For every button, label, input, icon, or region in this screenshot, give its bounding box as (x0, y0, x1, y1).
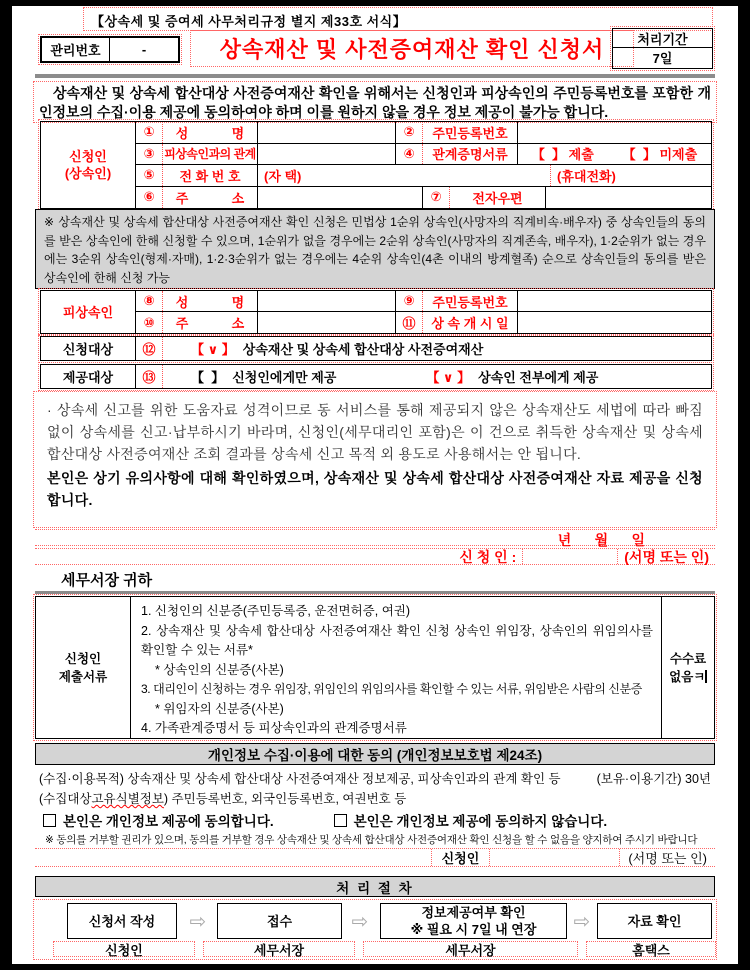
field-no-12: ⑫ (136, 337, 163, 360)
recipient-line: 세무서장 귀하 (61, 572, 153, 589)
process-actor: 홈택스 (586, 941, 716, 957)
resident-id-label: 주민등록번호 (423, 122, 518, 143)
text-cursor (705, 670, 707, 683)
email-label: 전자우편 (450, 187, 546, 208)
applicant-header-line1: 신청인 (69, 149, 107, 164)
provide-option1-text: 신청인에게만 제공 (232, 370, 337, 385)
field-no-13: ⑬ (136, 365, 163, 388)
processing-period-value: 7일 (652, 50, 673, 66)
fee-value-text: 없음ㅋ (669, 669, 706, 684)
fee-cell (662, 597, 714, 738)
applicant-signature-label: 신 청 인 : (459, 548, 517, 565)
consent-notice: 상속재산 및 상속세 합산대상 사전증여재산 확인을 위해서는 신청인과 피상속인의 주민등록번호를 포함한 개인정보의 수집·이용 제공에 동의하여야 하며 이를 원하지 않을 경우 정보 제공이 불가능 합니다. (35, 83, 715, 121)
form-sheet (12, 6, 738, 964)
applicant-row-header (41, 122, 136, 208)
relation-input[interactable] (258, 144, 396, 165)
request-target-text: 상속재산 및 상속세 합산대상 사전증여재산 (242, 342, 484, 357)
documents-row-header (36, 597, 131, 738)
management-number-box (40, 36, 180, 63)
field-no-9: ⑨ (396, 291, 423, 311)
privacy-consent-options (35, 810, 715, 830)
request-target-row (40, 336, 712, 361)
disagree-checkbox[interactable] (334, 814, 347, 827)
management-number-value[interactable]: - (141, 42, 147, 57)
process-actor: 세무서장 (203, 941, 355, 957)
processing-period-label: 처리기간 (613, 29, 712, 48)
processing-period-box (612, 28, 713, 69)
request-target-label: 신청대상 (41, 337, 136, 360)
advisory-section (35, 393, 715, 526)
address-label: 주 소 (163, 187, 258, 208)
provide-option2-text: 상속인 전부에게 제공 (478, 370, 599, 385)
agree-checkbox[interactable] (43, 814, 56, 827)
process-step-title: 정보제공여부 확인 (421, 905, 526, 920)
phone-mobile-field[interactable]: (휴대전화) (557, 168, 616, 184)
advisory-paragraph-2: 본인은 상기 유의사항에 대해 확인하였으며, 상속재산 및 상속세 합산대상 사전증여재산 자료 제공을 신청합니다. (47, 470, 703, 508)
name-label: 성 명 (163, 122, 258, 143)
process-step-title: 접수 (266, 913, 293, 929)
document-item: 1. 신청인의 신분증(주민등록증, 운전면허증, 여권) (141, 604, 411, 618)
flow-arrow-icon: ⇨ (573, 910, 591, 933)
privacy-purpose-line (35, 769, 715, 787)
applicant-row-phone (136, 165, 711, 187)
separator-line-middle (35, 591, 715, 594)
applicant-signature-line (35, 548, 715, 565)
decedent-address-label: 주 소 (163, 312, 258, 333)
fee-label: 수수료 (669, 651, 707, 666)
process-flow (35, 901, 715, 958)
field-no-6: ⑥ (136, 187, 163, 208)
field-no-8: ⑧ (136, 291, 163, 311)
privacy-signature-input[interactable] (489, 849, 619, 866)
privacy-retention: (보유·이용기간) 30년 (596, 772, 711, 786)
document-item: 3. 대리인이 신청하는 경우 위임장, 위임인의 위임의사를 확인할 수 있는 서류, 위임받은 사람의 신분증 (141, 682, 642, 696)
privacy-purpose: (수집·이용목적) 상속재산 및 상속세 합산대상 사전증여재산 정보제공, 피상속인과의 관계 확인 등 (39, 772, 561, 786)
refusal-note: ※ 동의를 거부할 권리가 있으며, 동의를 거부할 경우 상속재산 및 상속세 합산대상 사전증여재산 확인 신청을 할 수 없음을 양지하여 주시기 바랍니다 (45, 834, 698, 846)
process-actor: 세무서장 (363, 941, 578, 957)
privacy-section-header: 개인정보 수집·이용에 대한 동의 (개인정보보호법 제24조) (35, 743, 715, 765)
document-subitem: * 상속인의 신분증(사본) (155, 662, 284, 677)
document-subitem: * 위임자의 신분증(사본) (155, 701, 284, 716)
relation-doc-options[interactable]: 【 】 제출 【 】 미제출 (531, 147, 698, 163)
process-section-header: 처 리 절 차 (35, 876, 715, 897)
decedent-id-label: 주민등록번호 (423, 291, 518, 311)
request-target-option[interactable] (163, 337, 711, 360)
form-reference: 【상속세 및 증여세 사무처리규정 별지 제33호 서식】 (85, 9, 711, 29)
email-input[interactable] (546, 187, 711, 208)
decedent-row-header: 피상속인 (41, 291, 136, 333)
provide-target-label: 제공대상 (41, 365, 136, 388)
process-step-box (217, 903, 342, 939)
decedent-address-input[interactable] (258, 312, 396, 333)
provide-target-row (40, 364, 712, 389)
page-title: 상속재산 및 사전증여재산 확인 신청서 (192, 32, 632, 65)
document-item: 4. 가족관계증명서 등 피상속인과의 관계증명서류 (141, 721, 407, 735)
applicant-row-relation (136, 144, 711, 166)
fee-value (669, 668, 707, 686)
process-step-title: 자료 확인 (627, 913, 682, 929)
privacy-sign-hint: (서명 또는 인) (619, 849, 715, 866)
privacy-signature-row (35, 848, 715, 867)
documents-header-line2: 제출서류 (58, 669, 108, 684)
separator-line-top (35, 74, 715, 78)
process-step-title: 신청서 작성 (88, 913, 156, 929)
checked-box[interactable]: 【 ∨ 】 (191, 342, 235, 357)
field-no-7: ⑦ (423, 187, 450, 208)
applicant-header-line2: (상속인) (64, 166, 112, 181)
relation-doc-label: 관계증명서류 (423, 144, 518, 165)
process-step-note: ※ 필요 시 7일 내 연장 (410, 922, 537, 937)
document-item: 2. 상속재산 및 상속세 합산대상 사전증여재산 확인 신청 상속인 위임장, 상속인의 위임의사를 확인할 수 있는 서류* (141, 623, 653, 657)
decedent-table (40, 290, 712, 334)
inheritance-date-input[interactable] (518, 312, 711, 333)
decedent-row-address (136, 312, 711, 333)
decedent-id-input[interactable] (518, 291, 711, 311)
address-input[interactable] (258, 187, 423, 208)
unchecked-box[interactable]: 【 】 (191, 370, 225, 385)
phone-home-field[interactable]: (자 택) (258, 165, 551, 186)
field-no-10: ⑩ (136, 312, 163, 333)
field-no-11: ⑪ (396, 312, 423, 333)
restriction-note: ※ 상속재산 및 상속세 합산대상 사전증여재산 확인 신청은 민법상 1순위 상속인(사망자의 직계비속·배우자) 중 상속인들의 동의를 받은 상속인에 한해 신청할 수 있으며, 1순위가 없을 경우에는 2순위 상속인(사망자의 직계존속, 배우자), 1·2순위가 없는 경우에는 3순위 상속인(형제·자매), 1·2·3순위가 없는 경우에는 4순위 상속인(4촌 이내의 방계혈족) 순으로 상속인들의 동의를 받은 상속인에 한해 신청 가능 (35, 209, 715, 289)
relation-label: 피상속인과의 관계 (163, 144, 258, 165)
field-no-5: ⑤ (136, 165, 163, 186)
applicant-row-address (136, 187, 711, 208)
applicant-table (40, 121, 712, 209)
flow-arrow-icon: ⇨ (351, 910, 369, 933)
privacy-target-suffix: ) 주민등록번호, 외국인등록번호, 여권번호 등 (163, 792, 407, 806)
resident-id-input[interactable] (518, 122, 711, 143)
process-step-box (597, 903, 712, 939)
privacy-target-term: 고유식별정보 (91, 792, 164, 806)
field-no-4: ④ (396, 144, 423, 165)
field-no-1: ① (136, 122, 163, 143)
privacy-target-line (35, 789, 715, 807)
date-line[interactable]: 년 월 일 (35, 529, 715, 546)
documents-list (131, 597, 662, 738)
agree-text: 본인은 개인정보 제공에 동의합니다. (63, 814, 274, 829)
documents-header-line1: 신청인 (64, 651, 102, 666)
phone-label: 전 화 번 호 (163, 165, 258, 186)
provide-target-options (163, 365, 711, 388)
decedent-row-name (136, 291, 711, 312)
inheritance-date-label: 상 속 개 시 일 (423, 312, 518, 333)
checked-box[interactable]: 【 ∨ 】 (426, 370, 471, 385)
documents-table (35, 596, 715, 739)
applicant-row-name (136, 122, 711, 144)
signature-input[interactable] (522, 549, 617, 564)
field-no-3: ③ (136, 144, 163, 165)
flow-arrow-icon: ⇨ (189, 910, 207, 933)
name-input[interactable] (258, 122, 396, 143)
sign-or-seal-hint: (서명 또는 인) (617, 549, 715, 564)
decedent-name-input[interactable] (258, 291, 396, 311)
process-step-box (380, 903, 567, 939)
field-no-2: ② (396, 122, 423, 143)
process-step-box (67, 903, 177, 939)
privacy-target-prefix: (수집대상 (39, 792, 92, 806)
management-number-label: 관리번호 (42, 38, 110, 61)
decedent-name-label: 성 명 (163, 291, 258, 311)
advisory-paragraph-1: · 상속세 신고를 위한 도움자료 성격이므로 동 서비스를 통해 제공되지 않은 상속재산도 세법에 따라 빠짐없이 상속세를 신고·납부하시기 바라며, 신청인(세무대리인 포함)은 이 건으로 취득한 상속재산 및 상속세 합산대상 사전증여재산 조회 결과를 상속세 신고 목적 외 용도로 사용해서는 안 됩니다. (47, 402, 703, 462)
process-actor: 신청인 (53, 941, 195, 957)
disagree-text: 본인은 개인정보 제공에 동의하지 않습니다. (353, 814, 608, 829)
privacy-sign-label: 신청인 (441, 851, 480, 866)
